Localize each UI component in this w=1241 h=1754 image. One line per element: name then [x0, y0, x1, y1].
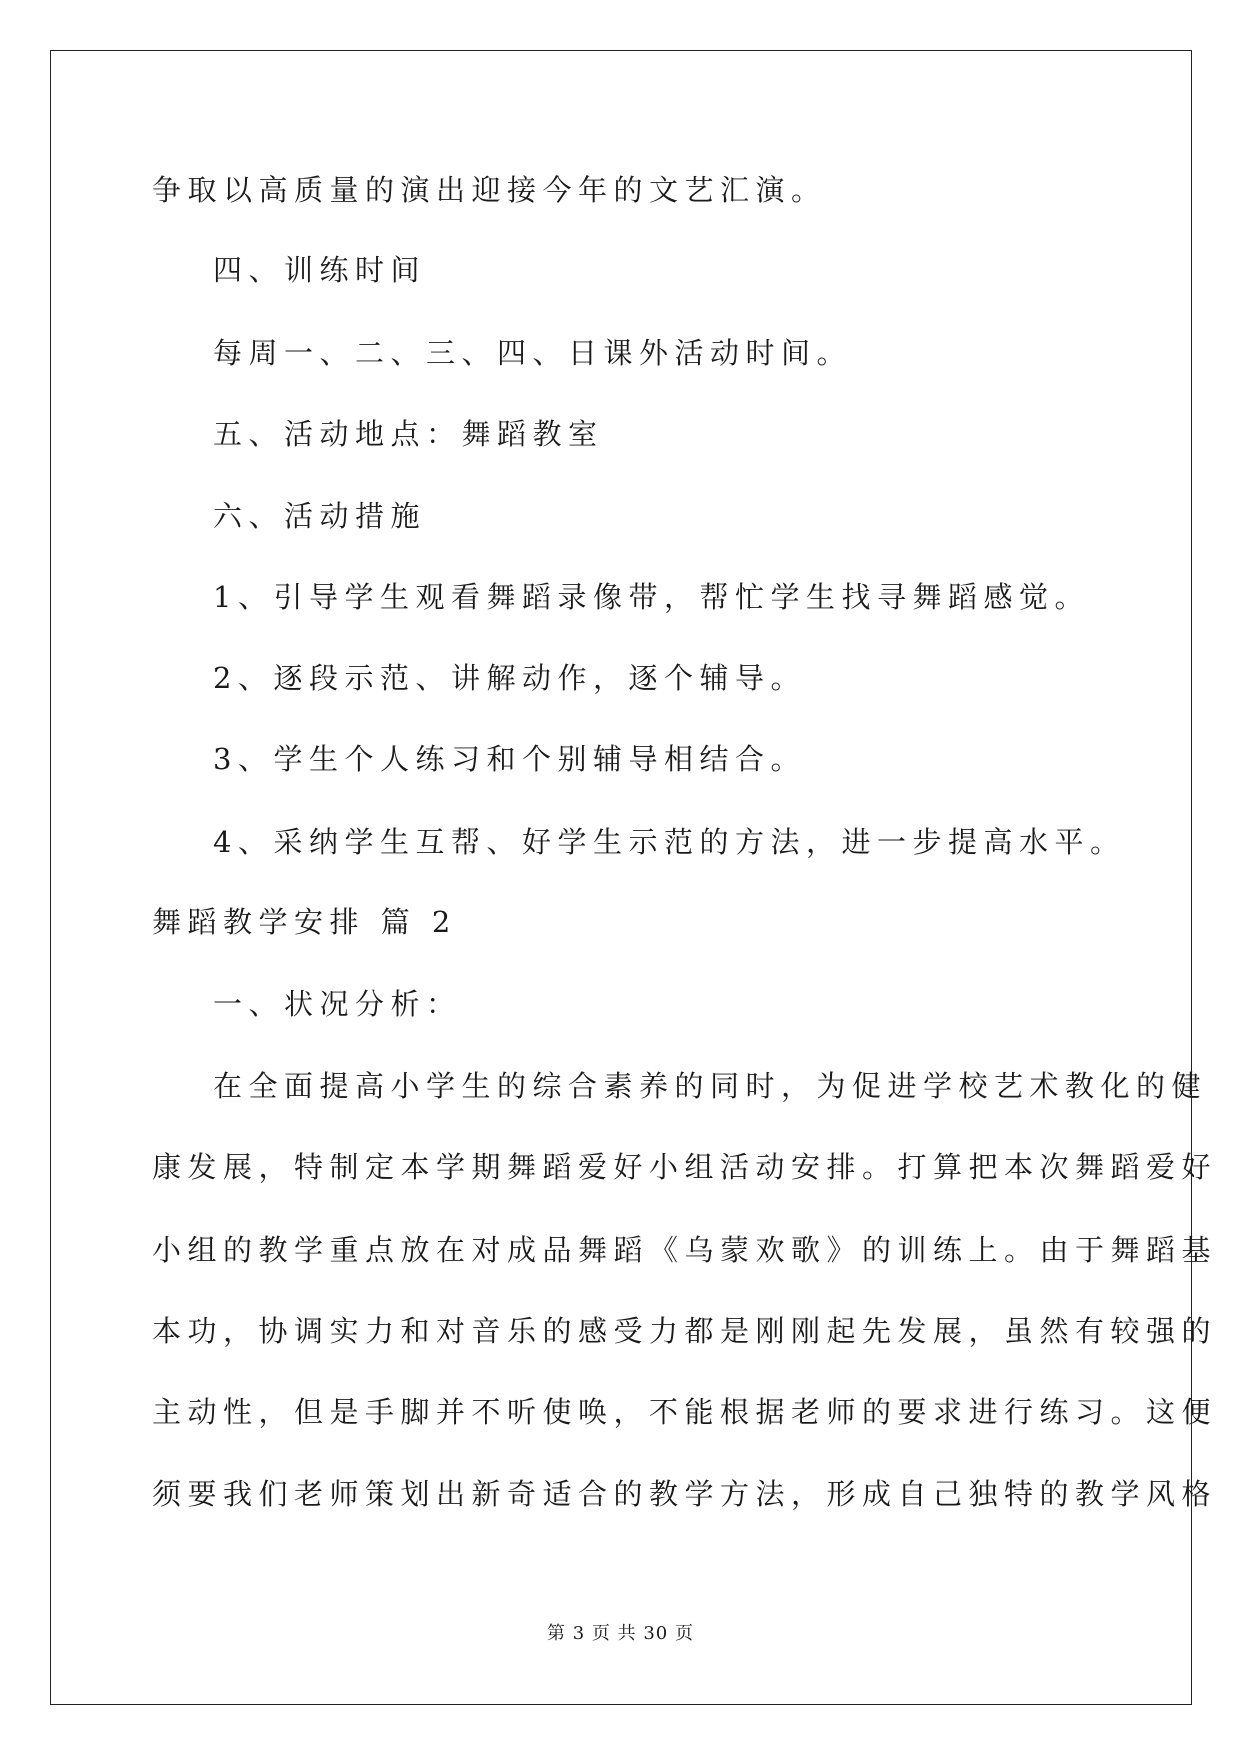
- paragraph-line: 主动性，但是手脚并不听使唤，不能根据老师的要求进行练习。这便: [152, 1395, 1218, 1429]
- page-number-footer: 第 3 页 共 30 页: [547, 1623, 694, 1644]
- list-item: 3、学生个人练习和个别辅导相结合。: [213, 742, 806, 776]
- section-heading-measures: 六、活动措施: [213, 499, 427, 533]
- section-heading-location: 五、活动地点：舞蹈教室: [213, 417, 604, 451]
- paragraph-line: 小组的教学重点放在对成品舞蹈《乌蒙欢歌》的训练上。由于舞蹈基: [152, 1233, 1218, 1267]
- paragraph-line: 康发展，特制定本学期舞蹈爱好小组活动安排。打算把本次舞蹈爱好: [152, 1150, 1218, 1184]
- paragraph-line: 每周一、二、三、四、日课外活动时间。: [213, 336, 853, 370]
- section-heading-analysis: 一、状况分析：: [213, 987, 462, 1021]
- paragraph-line: 在全面提高小学生的综合素养的同时，为促进学校艺术教化的健: [213, 1069, 1208, 1103]
- section-heading-training-time: 四、训练时间: [213, 253, 427, 287]
- article-title: 舞蹈教学安排 篇 2: [152, 905, 457, 939]
- paragraph-line: 本功，协调实力和对音乐的感受力都是刚刚起先发展，虽然有较强的: [152, 1314, 1218, 1348]
- page-border: [50, 50, 1192, 1705]
- paragraph-line: 须要我们老师策划出新奇适合的教学方法，形成自己独特的教学风格: [152, 1477, 1218, 1511]
- list-item: 1、引导学生观看舞蹈录像带，帮忙学生找寻舞蹈感觉。: [213, 580, 1090, 614]
- list-item: 2、逐段示范、讲解动作，逐个辅导。: [213, 661, 806, 695]
- paragraph-line: 争取以高质量的演出迎接今年的文艺汇演。: [152, 173, 827, 207]
- list-item: 4、采纳学生互帮、好学生示范的方法，进一步提高水平。: [213, 825, 1126, 859]
